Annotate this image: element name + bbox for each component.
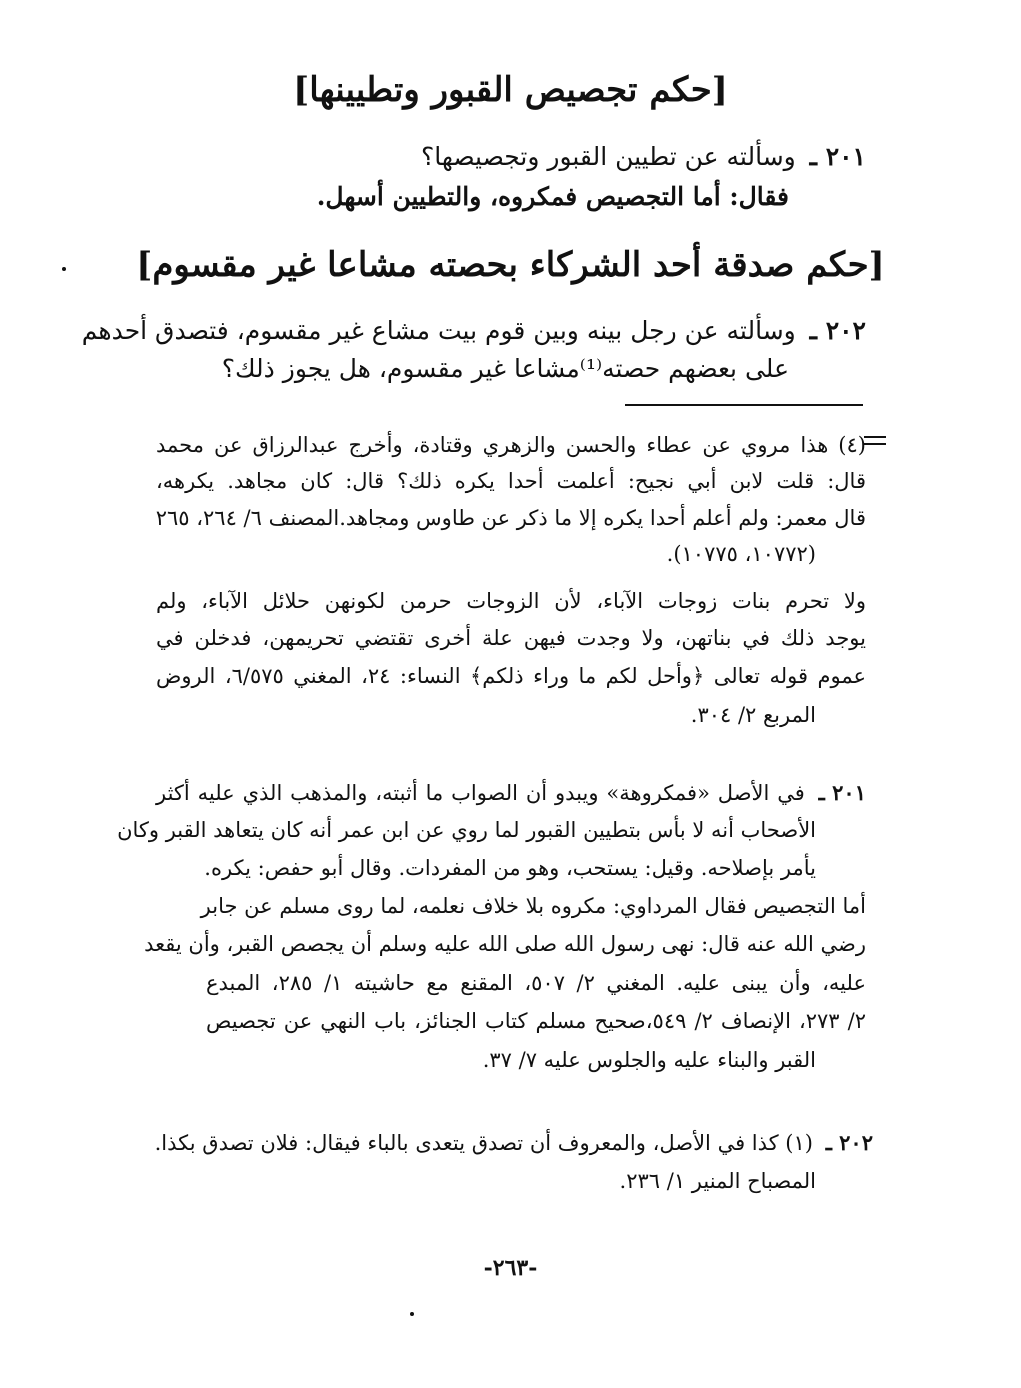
footnote-201-line: [156, 780, 866, 806]
footnote-202-number: ٢٠٢ ـ: [825, 1130, 873, 1155]
footnote-202-line: [154, 1130, 873, 1156]
footnote-201-line: القبر والبناء عليه والجلوس عليه ٧/ ٣٧.: [482, 1048, 816, 1072]
question-202-line-2: على بعضهم حصته⁽¹⁾مشاعا غير مقسوم، هل يجوز ذلك؟: [221, 354, 789, 383]
footnote-202-text: (١) كذا في الأصل، والمعروف أن تصدق يتعدى بالباء فيقال: فلان تصدق بكذا.: [154, 1131, 813, 1155]
continuation-mark: [864, 436, 886, 446]
footnote-4-line: (٤) هذا مروي عن عطاء والحسن والزهري وقتادة، وأخرج عبدالرزاق عن محمد: [156, 433, 866, 457]
question-202-line-1: [81, 316, 866, 346]
scan-speck: [62, 267, 66, 271]
footnote-202-line: المصباح المنير ١/ ٢٣٦.: [619, 1169, 816, 1193]
footnote-4-para2-line: عموم قوله تعالى ﴿وأحل لكم ما وراء ذلكم﴾ النساء: ٢٤، المغني ٦/٥٧٥، الروض: [156, 664, 866, 688]
scan-speck: [410, 1312, 414, 1316]
footnote-separator: [625, 404, 863, 406]
footnote-201-line: الأصحاب أنه لا بأس بتطيين القبور لما روي عن ابن عمر أنه كان يتعاهد القبر وكان: [117, 818, 816, 842]
footnote-201-line: يأمر بإصلاحه. وقيل: يستحب، وهو من المفردات. وقال أبو حفص: يكره.: [204, 856, 816, 880]
question-201-line-2: فقال: أما التجصيص فمكروه، والتطيين أسهل.: [316, 182, 789, 211]
question-202-number: ٢٠٢ ـ: [809, 316, 866, 345]
question-201-number: ٢٠١ ـ: [809, 142, 866, 171]
footnote-4-para2-line: ولا تحرم بنات زوجات الآباء، لأن الزوجات حرمن لكونهن حلائل الآباء، ولم: [156, 589, 866, 613]
footnote-4-line: (١٠٧٧٢، ١٠٧٧٥).: [666, 542, 816, 566]
footnote-201-number: ٢٠١ ـ: [818, 780, 866, 805]
footnote-201-line: عليه، وأن يبنى عليه. المغني ٢/ ٥٠٧، المقنع مع حاشيته ١/ ٢٨٥، المبدع: [206, 971, 866, 995]
footnote-4-line: قال معمر: ولم أعلم أحدا يكره إلا ما ذكر عن طاوس ومجاهد.المصنف ٦/ ٢٦٤، ٢٦٥: [155, 506, 866, 530]
footnote-4-para2-line: يوجد ذلك في بناتهن، ولا وجدت فيهن علة أخرى تقتضي تحريمهن، فدخلن في: [156, 626, 866, 650]
footnote-201-line: ٢/ ٢٧٣، الإنصاف ٢/ ٥٤٩،صحيح مسلم كتاب الجنائز، باب النهي عن تجصيص: [206, 1009, 866, 1033]
footnote-201-line: رضي الله عنه قال: نهى رسول الله صلى الله عليه وسلم أن يجصص القبر، وأن يقعد: [144, 932, 866, 956]
question-201-text: وسألته عن تطيين القبور وتجصيصها؟: [420, 142, 796, 171]
page-number: -٢٦٣-: [483, 1255, 538, 1281]
footnote-201-line: أما التجصيص فقال المرداوي: مكروه بلا خلاف نعلمه، لما روى مسلم عن جابر: [200, 894, 866, 918]
question-201-line-1: [421, 142, 866, 172]
question-202-text: وسألته عن رجل بينه وبين قوم بيت مشاع غير مقسوم، فتصدق أحدهم: [81, 316, 796, 345]
footnote-4-line: قال: قلت لابن أبي نجيح: أعلمت أحدا يكره ذلك؟ قال: كان مجاهد. يكرهه،: [156, 469, 866, 493]
footnote-4-para2-line: المربع ٢/ ٣٠٤.: [690, 703, 816, 727]
footnote-201-text: في الأصل «فمكروهة» ويبدو أن الصواب ما أثبته، والمذهب الذي عليه أكثر: [156, 781, 805, 805]
heading-partner-charity: [حكم صدقة أحد الشركاء بحصته مشاعا غير مقسوم]: [136, 245, 885, 285]
heading-plastering-graves: [حكم تجصيص القبور وتطيينها]: [293, 70, 728, 110]
